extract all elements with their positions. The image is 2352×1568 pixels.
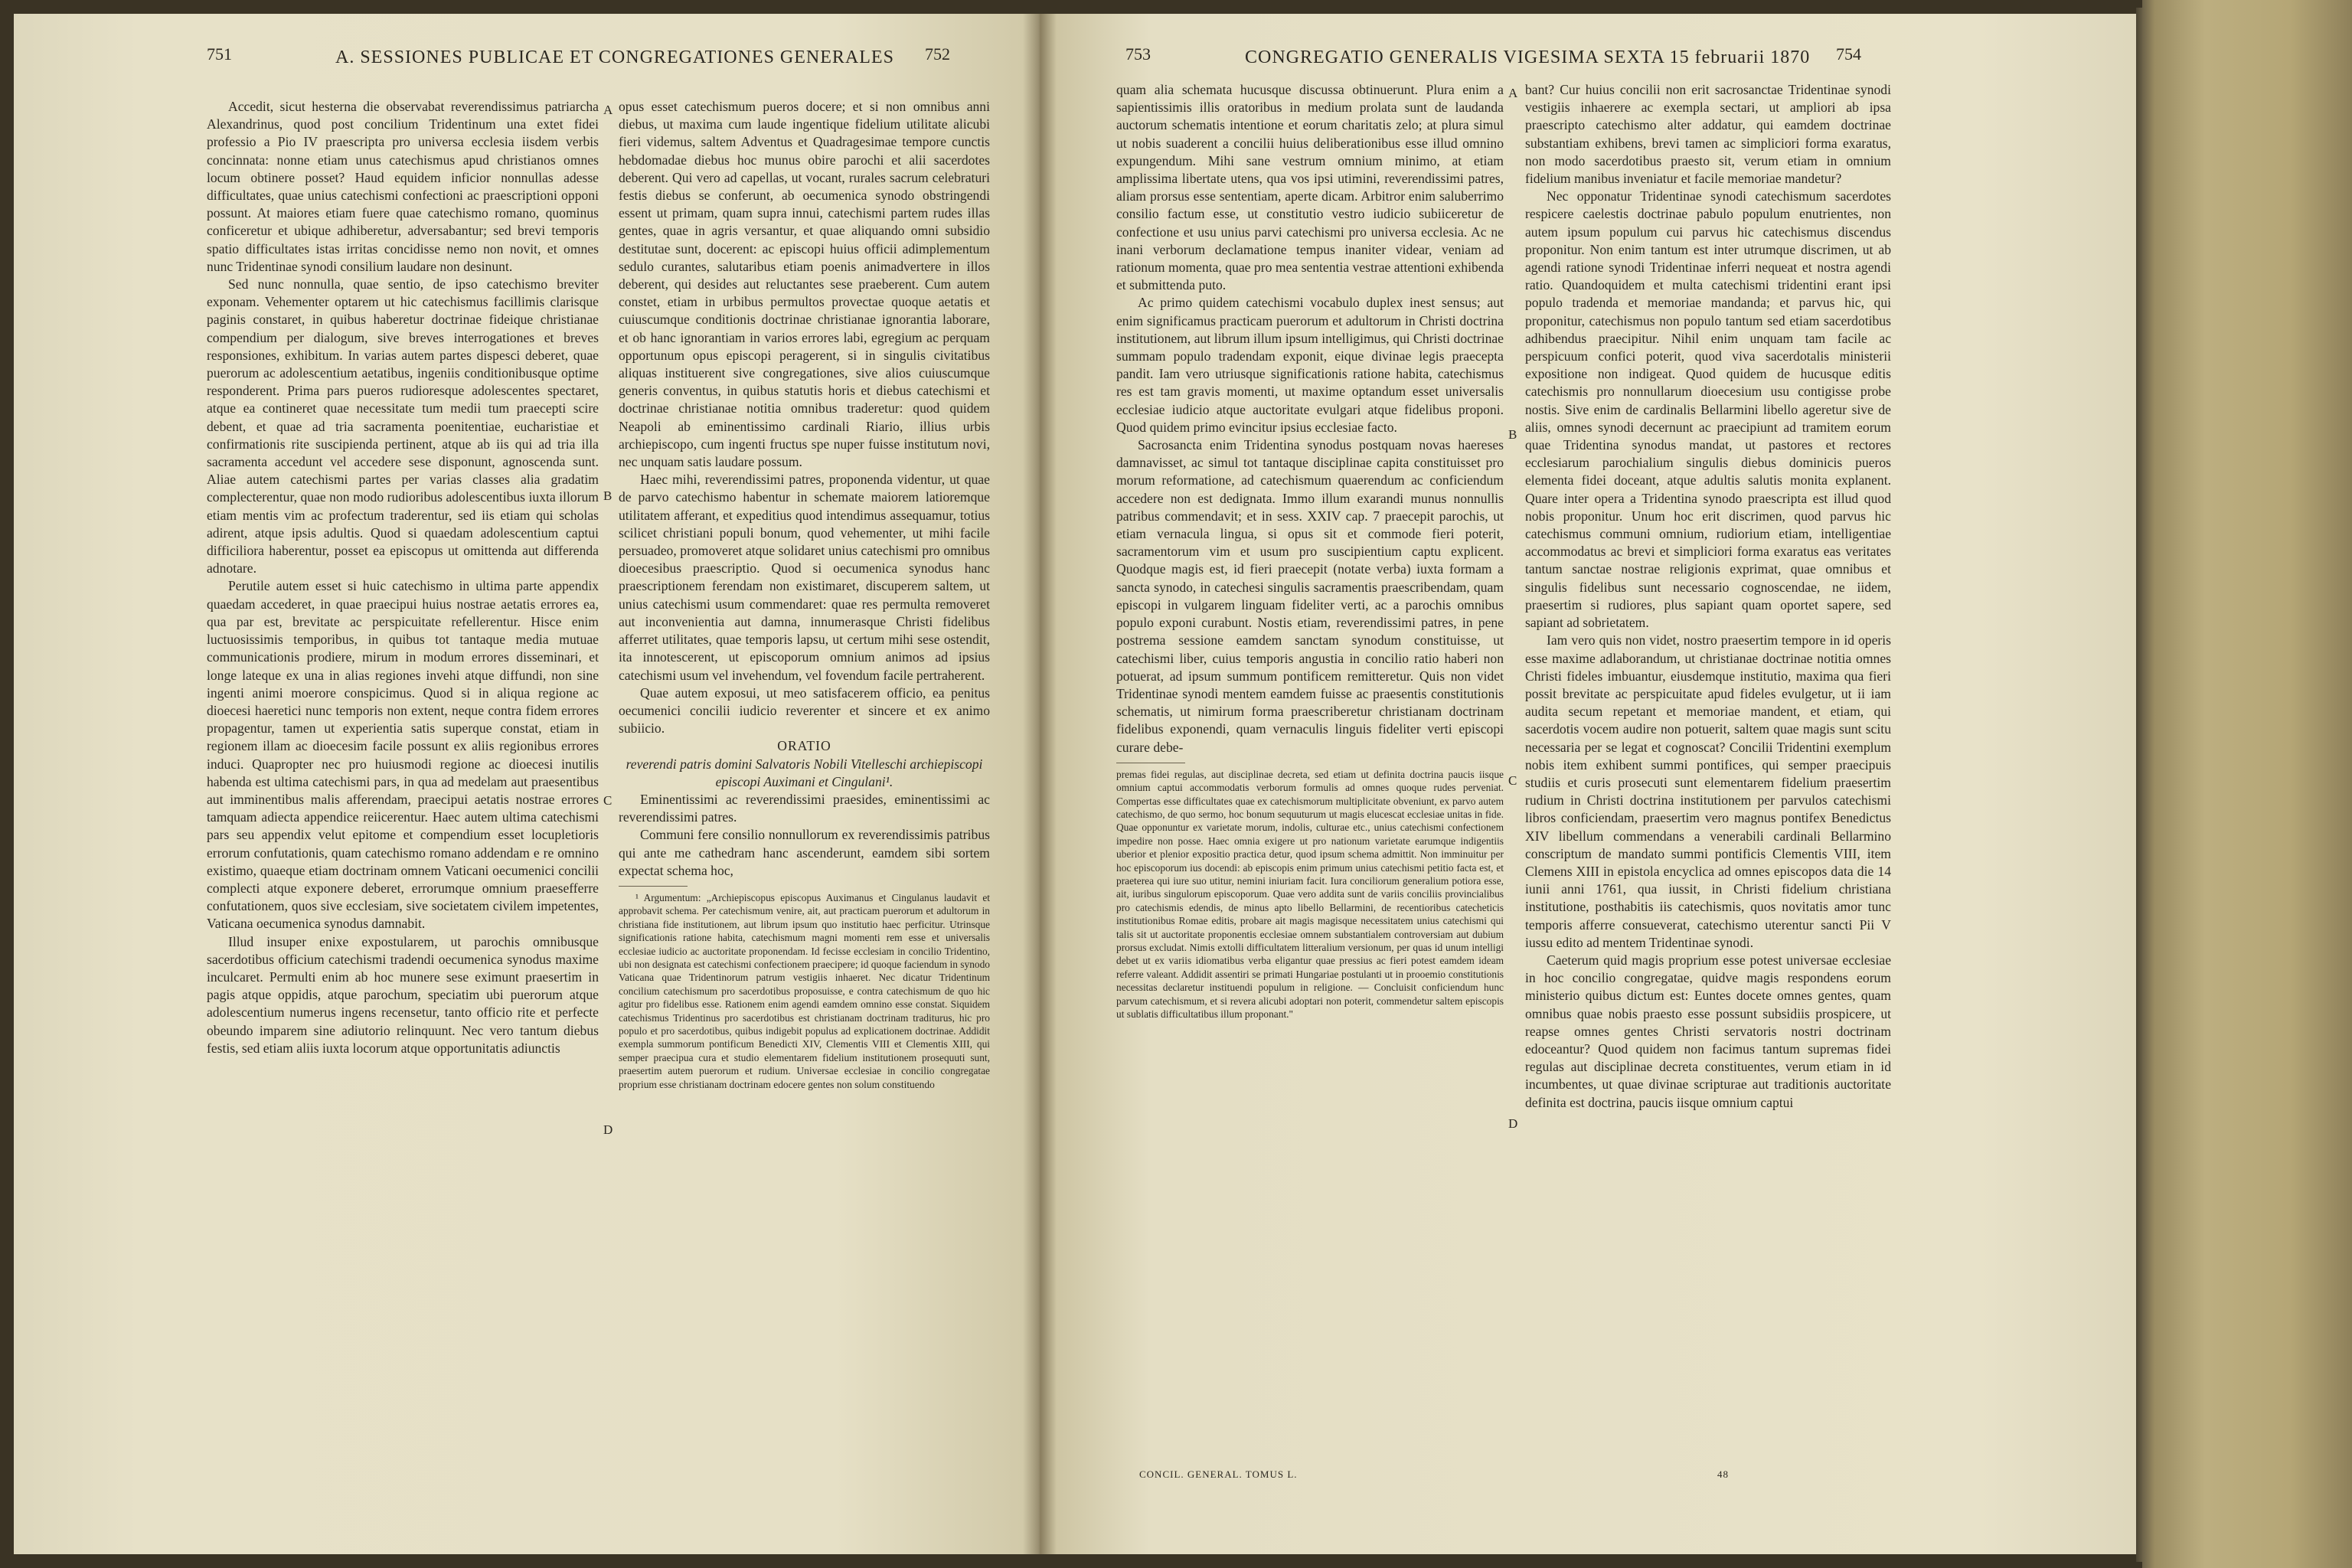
paragraph: Haec mihi, reverendissimi patres, proponenda videntur, ut quae de parvo catechismo habentur in schemate maiorem latioremque utilitatem afferant, et expeditius quod intendimus assequamur, totius scilicet christiani populi bonum, quod vehementer, ut mihi facile persuadeo, promoveret atque solidaret unius catechismi pro omnibus dioecesibus praescriptio. Quod si oecumenica synodus hanc praescriptionem ferendam non existimaret, discuperem saltem, ut unius catechismi usum commendaret: quae res permulta removeret aut inconvenientia aut damna, innumerasque Christi fidelibus afferret utilitates, quae temporis lapsu, ut certum mihi sese ostendit, ita innotescerent, ut episcoporum omnium animos ad ipsius catechismi usum vel invehendum, vel fovendum facile pertraherent. xyxy=(619,472,990,683)
footnote xyxy=(619,891,990,1091)
footnote-text: ¹ Argumentum: „Archiepiscopus episcopus Auximanus et Cingulanus laudavit et approbavit schema. Per catechismum venire, ait, aut practicam puerorum et adultorum in christiana fide institutionem, aut librum ipsum quo institutio haec perficitur. Utrinsque significationis ratione habita, catechismum magni momenti rem esse et universalis ecclesiae iudicio ac auctoritate proponendam. Id fecisse ecclesiam in concilio Tridentino, ubi non designata est catechismi confectionem praecipere; id quoque faciendum in synodo Vaticana quae Tridentinorum patrum vestigiis inhaeret. Nec dicatur Tridentinum concilium catechismum pro sacerdotibus proposuisse, e contra catechismum de quo hic agitur pro fidelibus esse. Rationem enim agendi eamdem omnino esse constat. Siquidem catechismus Tridentinus pro sacerdotibus est christianam doctrinam traditurus, hic pro populo et pro sacerdotibus, quibus indigebit populus ad explicationem doctrinae. Addidit exempla summorum pontificum Benedicti XIV, Clementis VIII et Clementis XIII, qui semper praecipua cura et studio elementarem fidelium institutionem prosequuti sunt, praesertim autem puerorum et rudium. Universae ecclesiae in concilio congregatae proprium esse christianam doctrinam edocere gentes non solum constituendo xyxy=(619,891,990,1090)
paragraph: Illud insuper enixe expostularem, ut parochis omnibusque sacerdotibus officium catechismi tradendi oecumenica synodus maxime inculcaret. Permulti enim ab hoc munere sese eximunt praesertim in pagis atque oppidis, atque parochum, speciatim ubi puerorum atque adolescentium numerus ingens recensetur, tanto officio rite et perfecte obeundo imparem sine adiutorio relinquunt. Nec vero tantum diebus festis, sed etiam aliis iuxta locorum atque opportunitatis adiunctis xyxy=(207,933,599,1056)
page-number: 753 xyxy=(1125,44,1151,64)
margin-letter: D xyxy=(603,1122,613,1137)
margin-letter: C xyxy=(1508,773,1517,788)
left-column-1 xyxy=(207,98,599,1537)
open-book xyxy=(14,14,2142,1554)
book-cover-edge xyxy=(2142,0,2352,1568)
margin-letter: B xyxy=(1508,427,1517,442)
oratio-subtitle: reverendi patris domini Salvatoris Nobili Vitelleschi archiepiscopi episcopi Auximani et Cingulani¹. xyxy=(626,756,983,789)
paragraph: quam alia schemata hucusque discussa obtinuerunt. Plura enim a sapientissimis illis oratoribus in medium prolata sunt de laudanda auctorum schematis intentione et eorum charitatis zelo; at plura simul ut nobis suaderent a concilii huius deliberationibus esse illud omnino expungendum. Mihi sane vestrum omnium minimo, at etiam amplissima libertate utens, qua vos ipsi utimini, reverendissimi patres, aliam prorsus esse sententiam, aperte dicam. Arbitror enim saluberrimo consilio factum esse, ut constitutio vestro iudicio subiiceretur de confectione et usu unius parvi catechismi pro universa ecclesia. Ac ne inani verborum declamatione tempus inaniter videar, veniam ad rationum momenta, quae pro mea sententia vestrae attentioni exhibenda et submittenda puto. xyxy=(1116,82,1504,293)
signature-mark: CONCIL. GENERAL. TOMUS L. xyxy=(1139,1468,1298,1480)
footnote-rule xyxy=(619,886,688,887)
running-head: A. SESSIONES PUBLICAE ET CONGREGATIONES GENERALES xyxy=(335,47,894,67)
right-column-1 xyxy=(1116,81,1504,1521)
book-gutter xyxy=(1023,14,1057,1554)
paragraph: Nec opponatur Tridentinae synodi catechismum sacerdotes respicere caelestis doctrinae pabulo populum enutrientes, non autem ipsum populum cui parvus hic catechismus discendus proponitur. Non enim tantum est inter utrumque discrimen, ut ab agendi ratione synodi Tridentinae inferri nequeat et nostra agendi ratio. Quandoquidem et multa catechismi tridentini erant ipsi populo tradenda et memoriae mandanda; et parvus hic, qui proponitur, catechismus non populo tantum sed etiam sacerdotibus adhibendus praecipitur. Nihil enim unquam tam facile ac perspicuum confici poterit, quod viva sacerdotalis ministerii expositione non indigeat. Quod quidem de hucusque editis catechismis pro nonnullarum dioecesium usu contigisse probe nostis. Sive enim de cardinalis Bellarmini libello ageretur sive de aliis, omnes synodi decernunt ac praecipiunt ad tramitem eorum quae Tridentina synodus mandat, ut pastores et rectores ecclesiarum parochialium singulis diebus dominicis pueros elementa fidei doceant, atque adultis salutis monita explanent. Quare inter opera a Tridentina synodo praescripta est illud quod nobis proponitur. Unum hoc erit discrimen, quod parvus hic catechismus communi omnium, rudiorium etiam, intelligentiae accommodatus ac brevi et simpliciori forma exaratus eas veritates tantum sanctae nostrae religionis exprimat, quae omnibus et singulis fidelibus sunt necessario cognoscendae, ne iidem, praesertim si rudiores, plus sapiant quam oportet sapere, sed sapiant ad sobrietatem. xyxy=(1525,188,1891,631)
running-head: CONGREGATIO GENERALIS VIGESIMA SEXTA 15 februarii 1870 xyxy=(1245,47,1811,67)
page-number: 754 xyxy=(1836,44,1861,64)
paragraph: Eminentissimi ac reverendissimi praesides, eminentissimi ac reverendissimi patres. xyxy=(619,791,990,825)
left-column-2 xyxy=(619,98,990,1537)
paragraph: Sacrosancta enim Tridentina synodus postquam novas haereses damnavisset, ac simul tot tantaque disciplinae capita constituisset pro morum reformatione, ad catechismum quaerendum ac conficiendum accedere non est dedignata. Immo illum exarandi munus nonnullis patribus commendavit; et in sess. XXIV cap. 7 praecepit parochis, ut etiam vernacula lingua, si opus sit et commode fieri poterit, sacramentorum vim et usum pro suscipientium captu explicent. Quodque magis est, id fieri praecepit (notate verba) iuxta formam a sancta synodo, in catechesi singulis sacramentis praescribendam, quam episcopi in vulgarem linguam fideliter verti, ac a parochis omnibus populo exponi curabunt. Nostis etiam, reverendissimi patres, in pene postrema sessione eamdem sanctam synodum constituisse, ut catechismi liber, cuius temporis angustia in concilio ratio haberi non potuerat, ad ipsum summum pontificem remitteretur. Quis non videt Tridentinae synodi mentem eamdem fuisse ac praesentis constitutionis schematis, ut nimirum forma praescriberetur christianam doctrinam fidelibus exponendi, quam vernaculis linguis fideliter verti episcopi curare debe- xyxy=(1116,437,1504,755)
sheet-number: 48 xyxy=(1717,1468,1729,1480)
paragraph: Accedit, sicut hesterna die observabat reverendissimus patriarcha Alexandrinus, quod post concilium Tridentinum una extet fidei professio a Pio IV praescripta pro universa ecclesia iisdem verbis concinnata: nonne etiam unus catechismus apud christianos omnes locum obtinere posset? Haud equidem inficior nonnullas adesse difficultates, quae unius catechismi confectioni ac praescriptioni opponi possunt. At maiores etiam fuere quae catechismo romano, quominus conficeretur et ubique adhiberetur, adversabantur; sed brevi temporis spatio difficultates istas irritas concidisse nemo non novit, et omnes nunc Tridentinae synodi consilium laudare non desinunt. xyxy=(207,99,599,274)
page-number: 751 xyxy=(207,44,232,64)
paragraph: Quae autem exposui, ut meo satisfacerem officio, ea penitus oecumenici concilii iudicio reverenter et sincere et ex animo subiicio. xyxy=(619,684,990,737)
margin-letter: A xyxy=(603,103,613,117)
paragraph: Caeterum quid magis proprium esse potest universae ecclesiae in hoc concilio congregatae, quidve magis respondens eorum ministerio quibus dictum est: Euntes docete omnes gentes, quam omnibus quae nobis praesto esse possunt subsidiis prospicere, ut reapse omnes gentes Christi servatoris nostri doctrinam edoceantur? Quod quidem non facimus tantum supremas fidei regulas aut disciplinae decreta constituentes, verum etiam in id incumbentes, ut quae divinae scripturae aut traditionis auctoritate definita est doctrina, paucis iisque omnium captui xyxy=(1525,952,1891,1110)
paragraph: Perutile autem esset si huic catechismo in ultima parte appendix quaedam accederet, in quae praecipui huius nostrae aetatis errores ea, qua par est, brevitate ac perspicuitate refellerentur. Hisce enim luctuosissimis temporibus, in quibus tot tantaque media mutuae communicationis prodiere, mirum in modum errores disseminari, et longe lateque ex una in alias regiones invehi atque diffundi, non sine ingenti animi moerore conspicimus. Quod si in aliqua regione ac dioecesi haeretici nunc temporis non extent, neque contra fidem errores propagentur, tamen ut experientia satis superque constat, etiam in regionem illam ac dioecesim facile possunt ex aliis regionibus errores induci. Quapropter nec pro huiusmodi regione ac dioecesi inutilis habenda est ultima catechismi pars, in qua ad medelam aut praesentibus aut imminentibus malis afferendam, praecipui aetatis nostrae errores tamquam adiecta appendice reiicerentur. Haec autem ultima catechismi pars seu appendix velut epitome et compendium esset locupletioris errorum confutationis, quam catechismo romano addendam e re omnino existimo, quaeque etiam doctrinam omnem Vaticani oecumenici concilii complecti atque exponere deberet, errorumque omnium praesefferre confutationem, quos sive ecclesiam, sive societatem civilem impetentes, Vaticana oecumenica synodus damnabit. xyxy=(207,578,599,932)
footnote-continuation xyxy=(1116,768,1504,1021)
footnote-text: premas fidei regulas, aut disciplinae decreta, sed etiam ut definita doctrina paucis iisque omnium captui accommodatis verborum formulis ad omnes quoque rudes perveniat. Compertas esse difficultates quae ex catechismorum multiplicitate obveniunt, ex parvo autem catechismo, de quo sermo, hoc bonum sequuturum ut magis elucescat ecclesiae unitas in fide. Quae opponuntur ex varietate morum, indolis, culturae etc., unius catechismi confectionem impedire non posse. Haec omnia exigere ut pro nationum varietate earumque indigentiis uberior et plenior expositio practica detur, quod ipsum schema admittit. Non imminuitur per hoc episcoporum ius docendi: ab episcopis enim primum unius catechismi petitio facta est, et praeterea qui iure suo utitur, nemini iniuriam facit. Iura conciliorum generalium potiora esse, ait, iuribus singulorum episcoporum. Quae vero addita sunt de variis conciliis provincialibus pro catechismis edendis, de minus apto libello Bellarmini, de recentioribus catecheticis institutionibus Romae editis, probare ait magis magisque necessitatem unius catechismi qui talis sit ut auctoritate proponentis ecclesiae omnem substantialem controversiam aut dubium prorsus excludat. Nimis extolli difficultatem litteralium versionum, per quas id unum intelligi debet ut ex variis idiomatibus verba eligantur quae pressius ac fieri potest eamdem ideam referre valeant. Addidit assentiri se primati Hungariae postulanti ut in prooemio constitutionis necessitas declaretur instituendi populum in religione. — Concluisit conficiendum hunc parvum catechismum, et si revera alicubi adoptari non poterit, commendetur saltem episcopis ut sublatis difficultatibus illum proponant." xyxy=(1116,768,1504,1021)
paragraph: Communi fere consilio nonnullorum ex reverendissimis patribus qui ante me cathedram hanc ascenderunt, eamdem sibi sortem expectat schema hoc, xyxy=(619,827,990,878)
right-column-2 xyxy=(1525,81,1891,1521)
left-page xyxy=(14,14,1040,1554)
margin-letter: A xyxy=(1508,86,1518,100)
margin-letter: D xyxy=(1508,1116,1518,1131)
page-number: 752 xyxy=(925,44,950,64)
paragraph: bant? Cur huius concilii non erit sacrosanctae Tridentinae synodi vestigiis inhaerere ac exempla sectari, ut ampliori ab ipsa praescripto catechismo alter addatur, qui eamdem doctrinae substantiam exhibens, brevi tamen ac simpliciori forma exaratus, non modo sacerdotibus praesto sit, verum etiam in omnium fidelium manibus inveniatur et facile memoriae mandetur? xyxy=(1525,82,1891,187)
margin-letter: C xyxy=(603,793,612,808)
right-page xyxy=(1040,14,2142,1554)
paragraph: Iam vero quis non videt, nostro praesertim tempore in id operis esse maxime adlaborandum, ut christianae doctrinae notitia omnes Christi fideles imbuantur, eiusdemque institutio, maxima qua fieri possit brevitate ac perspicuitate apud fideles evulgetur, ut ii iam audita secum repetant et memoriae mandent, et etiam, qui sacerdotis vocem audire non potuerit, saltem quae magis sunt scitu necessaria per se legat et cognoscat? Concilii Tridentini exemplum nobis item exhibent summi pontifices, qui semper praecipuis studiis et curis prosecuti sunt elementarem fidelium praesertim rudium in Christi doctrina institutionem per parvulos catechismi libros conficiendam, praesertim vero magnus pontifex Benedictus XIV libellum commendans a venerabili cardinali Bellarmino conscriptum de mandato summi pontificis Clementis VIII, item Clemens XIII in epistola encyclica ad omnes episcopos data die 14 iunii anni 1761, qua iussit, in Christi fidelium christiana institutione, posthabitis iis catechismis, quos novitatis amor tunc temporis afferre consueverat, catechismo uterentur sancti Pii V iussu edito ad mentem Tridentinae synodi. xyxy=(1525,632,1891,950)
paragraph: opus esset catechismum pueros docere; et si non omnibus anni diebus, ut maxima cum laude ingentique fidelium utilitate alicubi fieri videmus, saltem Adventus et Quadragesimae tempore cunctis hebdomadae diebus hoc munus obire parochi et alii sacerdotes deberent. Qui vero ad capellas, ut vocant, rurales sacrum celebraturi festis diebus se conferunt, ab oecumenica synodo obstringendi essent ut primam, quam supra innui, catechismi partem rudes illas gentes, quae in agris versantur, et quae aliquando omni subsidio destitutae sunt, docerent: ac episcopi huius officii adimplementum sedulo curantes, salutaribus etiam poenis animadvertere in illos deberent, qui desides aut reluctantes sese praeberent. Cum autem constet, etiam in urbibus permultos provectae quoque aetatis et cuiuscumque conditionis doctrinae christianae ignorantia laborare, et ob hanc ignorantiam in varios errores labi, egregium ac perquam opportunum opus episcopi peragerent, si in singulis civitatibus aliquas instituerent sive congregationes, sive alios cuiuscumque generis conventus, in quibus statutis horis et diebus catechismi et doctrinae christianae notitia omnibus traderetur: quod quidem Neapoli ab eminentissimo cardinali Riario, illius urbis archiepiscopo, cum ingenti fructus spe nuper fuisse institutum novi, nec unquam satis laudare possum. xyxy=(619,99,990,470)
oratio-title: ORATIO xyxy=(777,738,831,754)
paragraph: Ac primo quidem catechismi vocabulo duplex inest sensus; aut enim significamus practicam puerorum et adultorum in Christi doctrina institutionem, aut librum illum ipsum intelligimus, qui Christi doctrinae summam populo tradendam exponit, eique divinae legis praecepta pandit. Iam vero utriusque significationis ratione habita, catechismus res est tam gravis momenti, ut maxime optandum esset universalis ecclesiae iudicio atque auctoritate evulgari atque fidelibus proponi. Quod quidem primo evincitur ipsius ecclesiae facto. xyxy=(1116,295,1504,435)
paragraph: Sed nunc nonnulla, quae sentio, de ipso catechismo breviter exponam. Vehementer optarem ut hic catechismus facillimis clarisque paginis constaret, in quibus haberetur doctrinae fideique christianae compendium per dialogum, sive breves interrogationes et breves responsiones, exhibitum. In varias autem partes dispesci deberet, quae puerorum ac adolescentium aetatibus, ingeniis conditionibusque optime responderent. Prima pars pueros rudioresque adolescentes spectaret, atque ea contineret quae necessitate tum medii tum praecepti scire debent, et quae ad tria sacramenta poenitentiae, eucharistiae et confirmationis rite suscipienda pertinent, atque ab iis qui ad tria illa sacramenta accedunt vel accedere sese disponunt, agnoscenda sunt. Aliae autem catechismi partes per varias classes alia gradatim complecterentur, quae non modo rudioribus adolescentibus iuxta illorum etiam mentis vim ac profectum traderentur, sed iis etiam qui scholas adirent, atque ipsis adultis. Quod si quaedam adolescentium captui difficiliora haberentur, posset ea episcopus ut omittenda aut differenda adnotare. xyxy=(207,276,599,577)
margin-letter: B xyxy=(603,488,612,503)
